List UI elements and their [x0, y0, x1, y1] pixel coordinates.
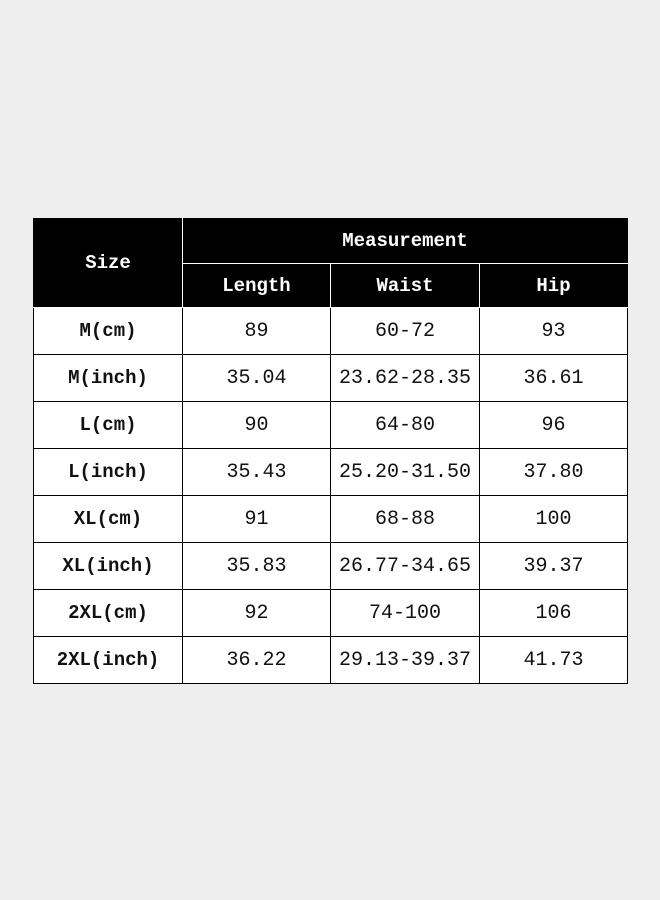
waist-cell: 64-80	[331, 402, 480, 449]
waist-cell: 68-88	[331, 496, 480, 543]
hip-cell: 96	[480, 402, 628, 449]
table-body	[34, 308, 628, 684]
table-row	[34, 449, 628, 496]
waist-cell: 23.62-28.35	[331, 355, 480, 402]
length-cell: 36.22	[183, 637, 331, 684]
waist-cell: 29.13-39.37	[331, 637, 480, 684]
size-cell: M(cm)	[34, 308, 183, 355]
hip-cell: 39.37	[480, 543, 628, 590]
size-cell: L(inch)	[34, 449, 183, 496]
waist-header: Waist	[331, 264, 480, 308]
table-row	[34, 496, 628, 543]
length-cell: 89	[183, 308, 331, 355]
table-row	[34, 590, 628, 637]
waist-cell: 74-100	[331, 590, 480, 637]
length-cell: 91	[183, 496, 331, 543]
table-header	[34, 219, 628, 308]
size-cell: 2XL(cm)	[34, 590, 183, 637]
length-cell: 35.04	[183, 355, 331, 402]
hip-cell: 37.80	[480, 449, 628, 496]
size-cell: 2XL(inch)	[34, 637, 183, 684]
size-cell: M(inch)	[34, 355, 183, 402]
waist-cell: 26.77-34.65	[331, 543, 480, 590]
size-cell: XL(cm)	[34, 496, 183, 543]
size-header: Size	[34, 219, 183, 308]
table-row	[34, 402, 628, 449]
size-chart-table	[33, 218, 628, 684]
length-header: Length	[183, 264, 331, 308]
length-cell: 35.43	[183, 449, 331, 496]
length-cell: 92	[183, 590, 331, 637]
hip-header: Hip	[480, 264, 628, 308]
length-cell: 90	[183, 402, 331, 449]
table-row	[34, 308, 628, 355]
measurement-header: Measurement	[183, 219, 628, 264]
hip-cell: 93	[480, 308, 628, 355]
waist-cell: 25.20-31.50	[331, 449, 480, 496]
hip-cell: 100	[480, 496, 628, 543]
header-row-top	[34, 219, 628, 264]
size-cell: XL(inch)	[34, 543, 183, 590]
waist-cell: 60-72	[331, 308, 480, 355]
size-cell: L(cm)	[34, 402, 183, 449]
table-row	[34, 543, 628, 590]
table-row	[34, 637, 628, 684]
hip-cell: 106	[480, 590, 628, 637]
table-row	[34, 355, 628, 402]
hip-cell: 36.61	[480, 355, 628, 402]
hip-cell: 41.73	[480, 637, 628, 684]
length-cell: 35.83	[183, 543, 331, 590]
